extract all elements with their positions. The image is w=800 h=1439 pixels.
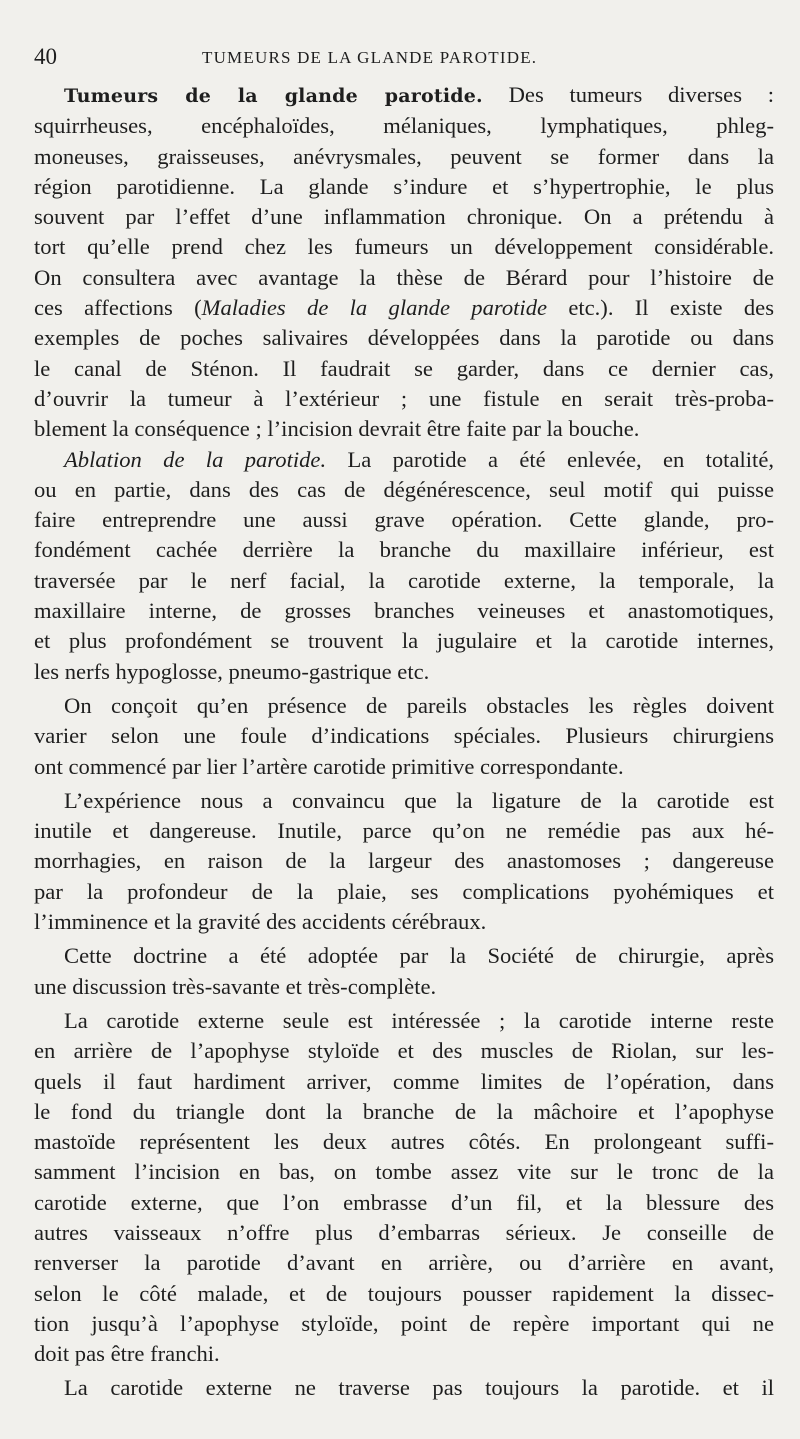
paragraph-tumeurs [34, 80, 774, 445]
text-line: tort qu’elle prend chez les fumeurs un développement considérable. [34, 234, 774, 260]
text-line: On consultera avec avantage la thèse de Bérard pour l’histoire de [34, 264, 774, 290]
text-line: carotide externe, que l’on embrasse d’un fil, et la blessure des [34, 1189, 774, 1215]
text-line: le fond du triangle dont la branche de la mâchoire et l’apophyse [34, 1098, 774, 1124]
text-line: et plus profondément se trouvent la jugulaire et la carotide internes, [34, 628, 774, 654]
text-line: On conçoit qu’en présence de pareils obstacles les règles doivent [64, 692, 774, 718]
paragraph-ablation [34, 445, 774, 687]
text-line: en arrière de l’apophyse styloïde et des muscles de Riolan, sur les- [34, 1038, 774, 1064]
text-line: les nerfs hypoglosse, pneumo-gastrique etc. [34, 658, 430, 684]
italic-heading: Ablation de la parotide. [64, 446, 327, 472]
body-text [34, 80, 774, 1404]
text-line: samment l’incision en bas, on tombe assez vite sur le tronc de la [34, 1159, 774, 1185]
text-line: faire entreprendre une aussi grave opération. Cette glande, pro- [34, 507, 774, 533]
paragraph-final [34, 1373, 774, 1403]
text-line: selon le côté malade, et de toujours pousser rapidement la dissec- [34, 1280, 774, 1306]
paragraph-experience [34, 786, 774, 937]
text-line: blement la conséquence ; l’incision devrait être faite par la bouche. [34, 416, 640, 442]
text-line: autres vaisseaux n’offre plus d’embarras sérieux. Je conseille de [34, 1219, 774, 1245]
text-line: l’imminence et la gravité des accidents cérébraux. [34, 909, 487, 935]
text-line: inutile et dangereuse. Inutile, parce qu’on ne remédie pas aux hé- [34, 818, 774, 844]
page-header [34, 44, 774, 80]
text-line: ou en partie, dans des cas de dégénérescence, seul motif qui puisse [34, 476, 774, 502]
text-line: quels il faut hardiment arriver, comme limites de l’opération, dans [34, 1068, 774, 1094]
text-line: L’expérience nous a convaincu que la ligature de la carotide est [64, 787, 774, 813]
text-line: La carotide externe seule est intéressée ; la carotide interne reste [64, 1007, 774, 1033]
text-line: ont commencé par lier l’artère carotide primitive correspondante. [34, 753, 624, 779]
text-line: une discussion très-savante et très-complète. [34, 973, 437, 999]
text-line: mastoïde représentent les deux autres côtés. En prolongeant suffi- [34, 1129, 774, 1155]
text-line: par la profondeur de la plaie, ses complications pyohémiques et [34, 878, 774, 904]
section-heading: Tumeurs de la glande parotide. [64, 85, 483, 107]
text-line: La carotide externe ne traverse pas toujours la parotide. et il [64, 1375, 774, 1401]
text-line: moneuses, graisseuses, anévrysmales, peuvent se former dans la [34, 143, 774, 169]
text-line: ces affections (Maladies de la glande parotide etc.). Il existe des [34, 295, 774, 321]
running-title: TUMEURS DE LA GLANDE PAROTIDE. [202, 48, 538, 67]
text-line: le canal de Sténon. Il faudrait se garder, dans ce dernier cas, [34, 355, 774, 381]
text-line: varier selon une foule d’indications spéciales. Plusieurs chirurgiens [34, 723, 774, 749]
paragraph-obstacles [34, 691, 774, 782]
text-line: fondément cachée derrière la branche du maxillaire inférieur, est [34, 537, 774, 563]
text-line: Ablation de la parotide. La parotide a été enlevée, en totalité, [64, 446, 774, 472]
text-line: exemples de poches salivaires développées dans la parotide ou dans [34, 325, 774, 351]
text-line: renverser la parotide d’avant en arrière, ou d’arrière en avant, [34, 1250, 774, 1276]
text-line: région parotidienne. La glande s’indure et s’hypertrophie, le plus [34, 173, 774, 199]
text-line: morrhagies, en raison de la largeur des anastomoses ; dangereuse [34, 848, 774, 874]
text-line: tion jusqu’à l’apophyse styloïde, point de repère important qui ne [34, 1310, 774, 1336]
text-line: Tumeurs de la glande parotide. Des tumeurs diverses : [64, 82, 775, 107]
book-title: Maladies de la glande parotide [201, 295, 548, 321]
page-number: 40 [34, 44, 57, 69]
text-line: souvent par l’effet d’une inflammation chronique. On a prétendu à [34, 204, 774, 230]
text-line: maxillaire interne, de grosses branches veineuses et anastomotiques, [34, 598, 774, 624]
text-line: d’ouvrir la tumeur à l’extérieur ; une fistule en serait très-proba- [34, 385, 774, 411]
text-line: squirrheuses, encéphaloïdes, mélaniques, lymphatiques, phleg- [34, 113, 774, 139]
text-line: traversée par le nerf facial, la carotide externe, la temporale, la [34, 567, 774, 593]
text-line: doit pas être franchi. [34, 1341, 220, 1367]
text-line: Cette doctrine a été adoptée par la Société de chirurgie, après [64, 943, 774, 969]
paragraph-carotide-externe [34, 1006, 774, 1370]
paragraph-doctrine [34, 941, 774, 1002]
